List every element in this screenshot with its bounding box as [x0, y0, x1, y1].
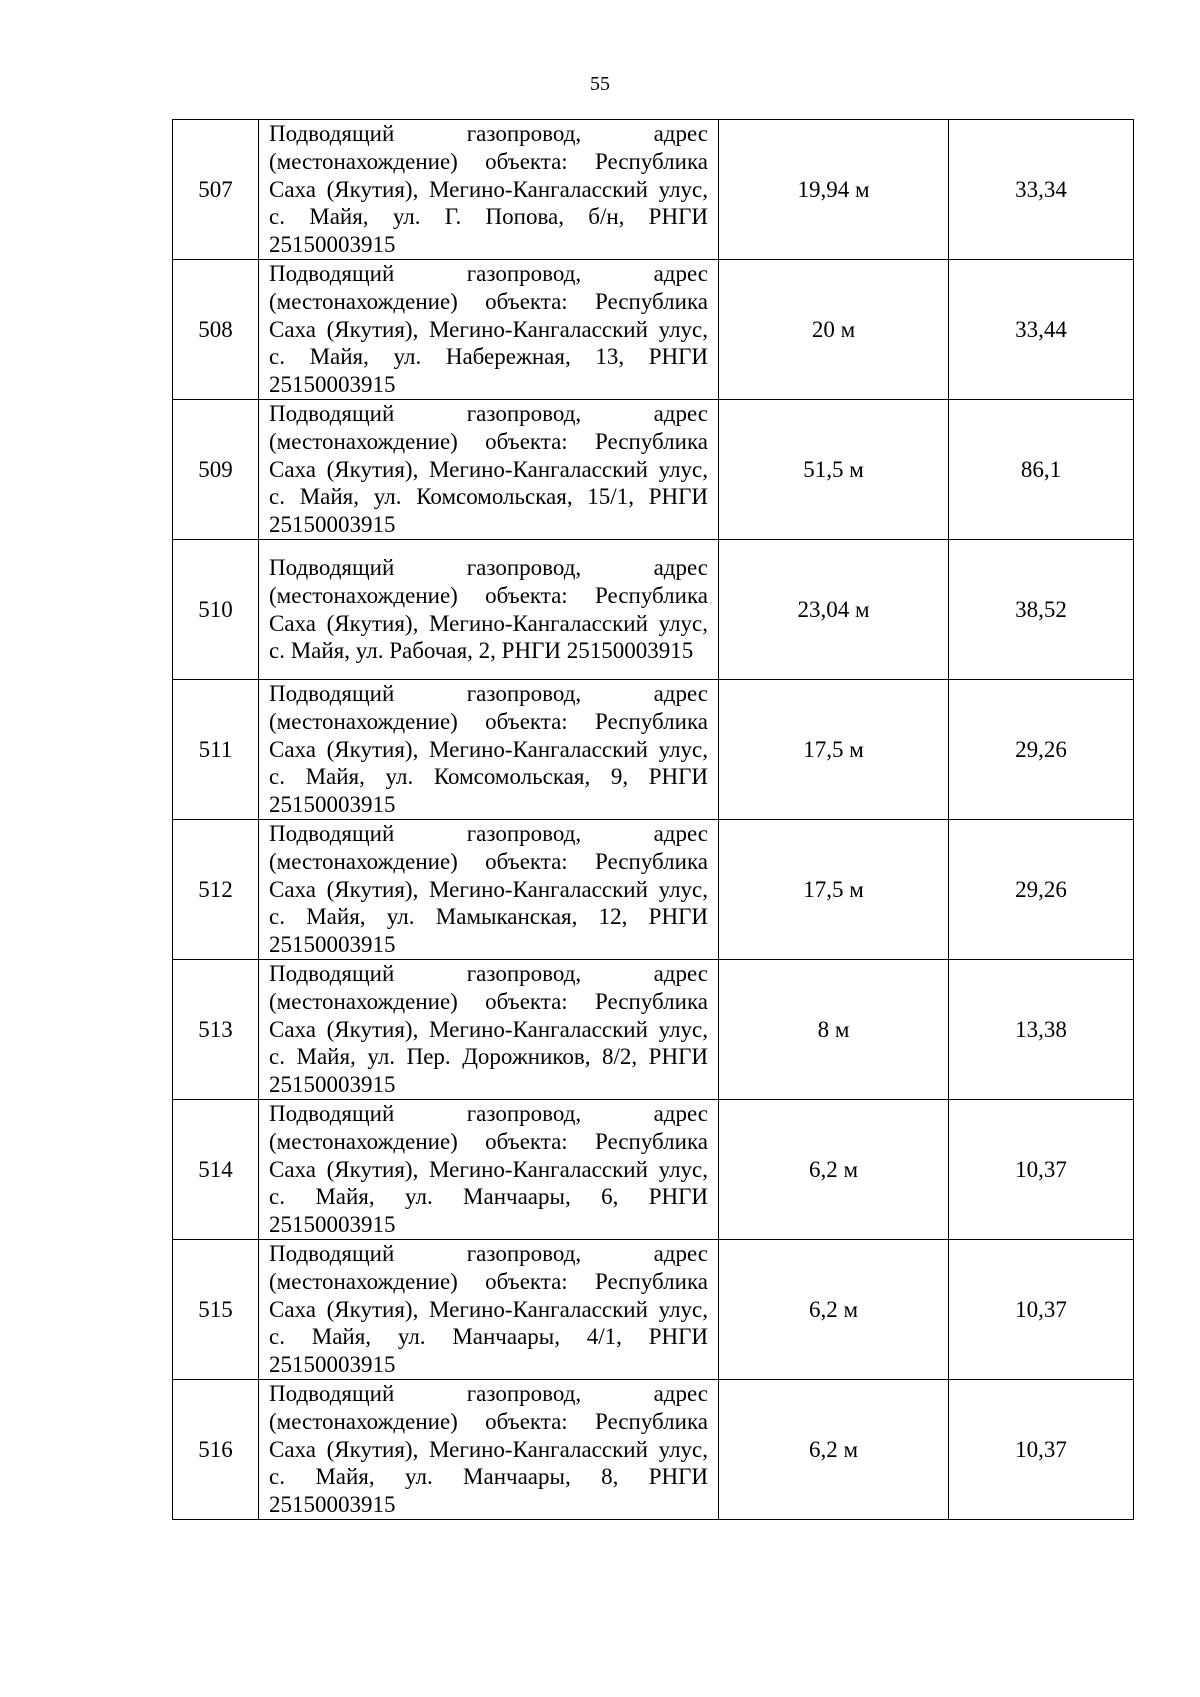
table-row — [173, 400, 1134, 540]
row-number-cell: 509 — [173, 400, 259, 540]
row-number-cell: 508 — [173, 260, 259, 400]
table-row — [173, 680, 1134, 820]
object-description-cell: Подводящий газопровод, адрес (местонахождение) объекта: Республика Саха (Якутия), Мегино-Кангаласский улус, с. Майя, ул. Манчаары, 8, РНГИ 25150003915 — [259, 1380, 719, 1520]
object-value-cell: 86,1 — [949, 400, 1134, 540]
object-description-cell: Подводящий газопровод, адрес (местонахождение) объекта: Республика Саха (Якутия), Мегино-Кангаласский улус, с. Майя, ул. Набережная, 13, РНГИ 25150003915 — [259, 260, 719, 400]
row-number-cell: 510 — [173, 540, 259, 680]
object-length-cell: 17,5 м — [719, 820, 949, 960]
object-description-cell: Подводящий газопровод, адрес (местонахождение) объекта: Республика Саха (Якутия), Мегино-Кангаласский улус, с. Майя, ул. Манчаары, 4/1, РНГИ 25150003915 — [259, 1240, 719, 1380]
object-value-cell: 29,26 — [949, 680, 1134, 820]
row-number-cell: 507 — [173, 120, 259, 260]
object-value-cell: 13,38 — [949, 960, 1134, 1100]
row-number-cell: 514 — [173, 1100, 259, 1240]
table-row — [173, 960, 1134, 1100]
table-row — [173, 1100, 1134, 1240]
object-length-cell: 8 м — [719, 960, 949, 1100]
object-value-cell: 33,34 — [949, 120, 1134, 260]
object-description-cell: Подводящий газопровод, адрес (местонахождение) объекта: Республика Саха (Якутия), Мегино-Кангаласский улус, с. Майя, ул. Комсомольская, 9, РНГИ 25150003915 — [259, 680, 719, 820]
object-length-cell: 51,5 м — [719, 400, 949, 540]
object-length-cell: 23,04 м — [719, 540, 949, 680]
object-description-cell: Подводящий газопровод, адрес (местонахождение) объекта: Республика Саха (Якутия), Мегино-Кангаласский улус, с. Майя, ул. Манчаары, 6, РНГИ 25150003915 — [259, 1100, 719, 1240]
page-number: 55 — [590, 73, 610, 95]
object-value-cell: 38,52 — [949, 540, 1134, 680]
object-value-cell: 33,44 — [949, 260, 1134, 400]
row-number-cell: 516 — [173, 1380, 259, 1520]
object-value-cell: 10,37 — [949, 1380, 1134, 1520]
table-row — [173, 260, 1134, 400]
table-row — [173, 820, 1134, 960]
object-value-cell: 10,37 — [949, 1240, 1134, 1380]
object-description-cell: Подводящий газопровод, адрес (местонахождение) объекта: Республика Саха (Якутия), Мегино-Кангаласский улус, с. Майя, ул. Пер. Дорожников, 8/2, РНГИ 25150003915 — [259, 960, 719, 1100]
row-number-cell: 513 — [173, 960, 259, 1100]
object-length-cell: 6,2 м — [719, 1380, 949, 1520]
property-registry-table — [172, 119, 1134, 1520]
object-description-cell: Подводящий газопровод, адрес (местонахождение) объекта: Республика Саха (Якутия), Мегино-Кангаласский улус, с. Майя, ул. Мамыканская, 12, РНГИ 25150003915 — [259, 820, 719, 960]
object-value-cell: 29,26 — [949, 820, 1134, 960]
object-length-cell: 19,94 м — [719, 120, 949, 260]
object-length-cell: 6,2 м — [719, 1240, 949, 1380]
table-row — [173, 120, 1134, 260]
table-row — [173, 1240, 1134, 1380]
object-length-cell: 6,2 м — [719, 1100, 949, 1240]
object-value-cell: 10,37 — [949, 1100, 1134, 1240]
object-length-cell: 17,5 м — [719, 680, 949, 820]
object-description-cell: Подводящий газопровод, адрес (местонахождение) объекта: Республика Саха (Якутия), Мегино-Кангаласский улус, с. Майя, ул. Комсомольская, 15/1, РНГИ 25150003915 — [259, 400, 719, 540]
table-row — [173, 540, 1134, 680]
row-number-cell: 515 — [173, 1240, 259, 1380]
object-length-cell: 20 м — [719, 260, 949, 400]
table-row — [173, 1380, 1134, 1520]
row-number-cell: 512 — [173, 820, 259, 960]
object-description-cell: Подводящий газопровод, адрес (местонахождение) объекта: Республика Саха (Якутия), Мегино-Кангаласский улус, с. Майя, ул. Рабочая, 2, РНГИ 25150003915 — [259, 540, 719, 680]
row-number-cell: 511 — [173, 680, 259, 820]
object-description-cell: Подводящий газопровод, адрес (местонахождение) объекта: Республика Саха (Якутия), Мегино-Кангаласский улус, с. Майя, ул. Г. Попова, б/н, РНГИ 25150003915 — [259, 120, 719, 260]
